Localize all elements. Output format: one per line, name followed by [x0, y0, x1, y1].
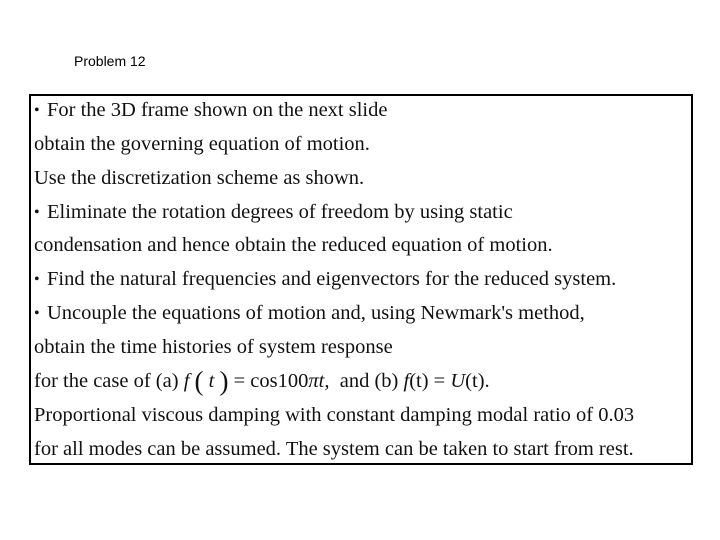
slide-title: Problem 12	[74, 53, 146, 69]
problem-line-4: • Eliminate the rotation degrees of freedom by using static	[34, 201, 513, 223]
problem-line-2: obtain the governing equation of motion.	[34, 133, 370, 155]
problem-line-5: condensation and hence obtain the reduced equation of motion.	[34, 234, 553, 256]
bullet-icon: •	[34, 102, 40, 119]
problem-line-1: • For the 3D frame shown on the next slide	[34, 99, 388, 121]
problem-statement-box	[29, 94, 693, 465]
problem-line-11: for all modes can be assumed. The system can be taken to start from rest.	[34, 438, 634, 460]
bullet-icon: •	[34, 271, 40, 288]
problem-line-10: Proportional viscous damping with constant damping modal ratio of 0.03	[34, 404, 635, 426]
bullet-icon: •	[34, 305, 40, 322]
case-b-equation: f(t) = U(t)	[403, 370, 485, 392]
case-a-equation: f ( t )	[183, 366, 229, 396]
problem-line-3: Use the discretization scheme as shown.	[34, 167, 365, 189]
problem-line-9-load-cases: for the case of (a) f ( t ) = cos100πt, and (b) f(t) = U(t).	[34, 366, 490, 396]
problem-line-7: • Uncouple the equations of motion and, using Newmark's method,	[34, 302, 585, 324]
problem-line-8: obtain the time histories of system response	[34, 336, 393, 358]
problem-line-6: • Find the natural frequencies and eigenvectors for the reduced system.	[34, 268, 617, 290]
bullet-icon: •	[34, 204, 40, 221]
